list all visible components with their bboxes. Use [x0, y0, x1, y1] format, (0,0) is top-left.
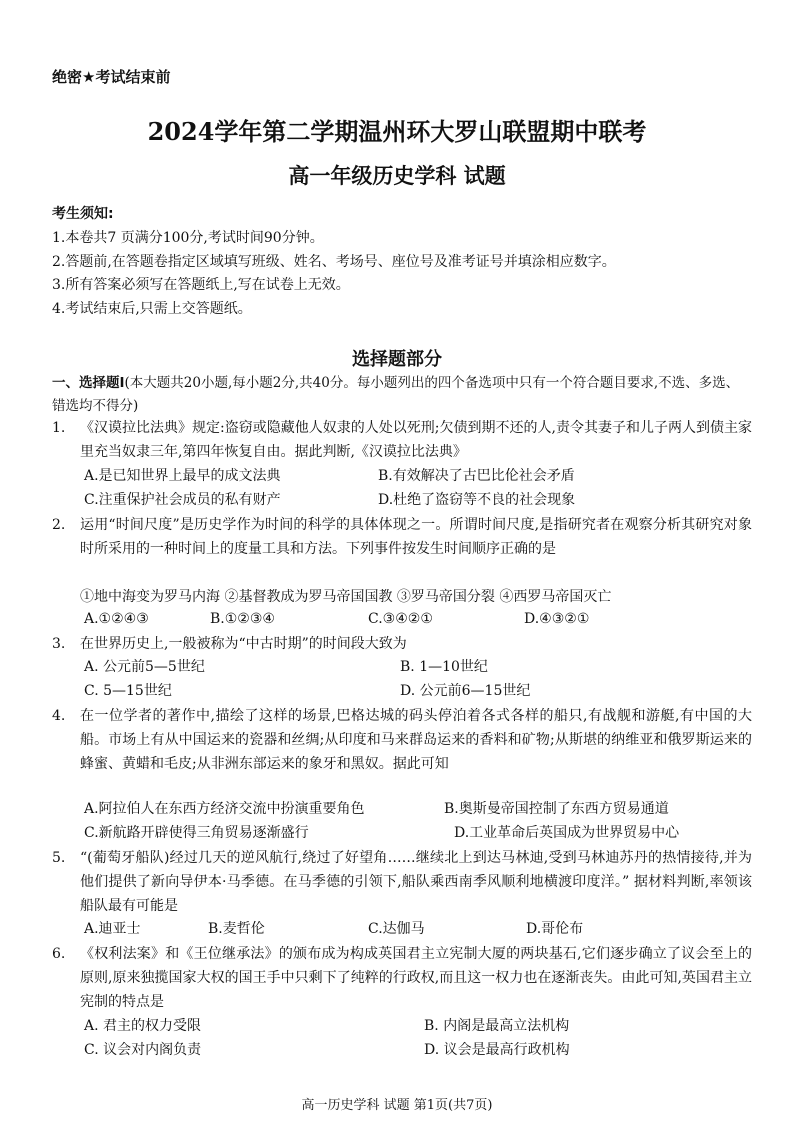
- secret-label: 绝密★考试结束前: [52, 68, 171, 86]
- question-stem: “(葡萄牙船队)经过几天的逆风航行,绕过了好望角……继续北上到达马林迪,受到马林迪苏丹的热情接待,并为他们提供了新向导伊本·马季德。在马季德的引领下,船队乘西南季风顺利地横渡印度洋。” 据材料判断,率领该船队最有可能是: [80, 850, 752, 914]
- option-d: D. 公元前6—15世纪: [400, 683, 531, 699]
- option-d: D.④③②①: [524, 611, 590, 627]
- notice-item-1: 1.本卷共7 页满分100分,考试时间90分钟。: [52, 230, 324, 246]
- option-b: B.有效解决了古巴比伦社会矛盾: [378, 468, 575, 484]
- notice-item-3: 3.所有答案必须写在答题纸上,写在试卷上无效。: [52, 277, 350, 293]
- question-number: 3.: [52, 636, 66, 652]
- notice-item-2: 2.答题前,在答题卷指定区域填写班级、姓名、考场号、座位号及准考证号并填涂相应数字。: [52, 254, 616, 270]
- question-stem: 在世界历史上,一般被称为“中古时期”的时间段大致为: [80, 636, 407, 652]
- question-3: [52, 632, 752, 656]
- option-c: C.新航路开辟使得三角贸易逐渐盛行: [84, 825, 309, 841]
- option-b: B.麦哲伦: [208, 921, 265, 937]
- option-a: A.迪亚士: [84, 921, 141, 937]
- question-number: 5.: [52, 850, 66, 866]
- question-4: [52, 704, 752, 776]
- option-c: C. 议会对内阁负责: [84, 1042, 202, 1058]
- option-d: D.杜绝了盗窃等不良的社会现象: [378, 492, 576, 508]
- question-2: [52, 513, 752, 561]
- page-footer: 高一历史学科 试题 第1页(共7页): [301, 1098, 493, 1113]
- exam-title: 2024学年第二学期温州环大罗山联盟期中联考: [147, 117, 647, 146]
- option-a: A.①②④③: [84, 611, 149, 627]
- question-number: 1.: [52, 420, 66, 436]
- option-b: B.奥斯曼帝国控制了东西方贸易通道: [444, 801, 669, 817]
- option-b: B. 内阁是最高立法机构: [424, 1018, 570, 1034]
- question-stem: 在一位学者的著作中,描绘了这样的场景,巴格达城的码头停泊着各式各样的船只,有战舰和游艇,有中国的大船。市场上有从中国运来的瓷器和丝绸;从印度和马来群岛运来的香料和矿物;从斯堪的纳维亚和俄罗斯运来的蜂蜜、黄蜡和毛皮;从非洲东部运来的象牙和黑奴。据此可知: [80, 708, 752, 772]
- option-c: C.③④②①: [368, 611, 433, 627]
- option-c: C.达伽马: [368, 921, 425, 937]
- option-a: A. 君主的权力受限: [84, 1018, 202, 1034]
- part-description: (本大题共20小题,每小题2分,共40分。每小题列出的四个备选项中只有一个符合题目要求,不选、多选、错选均不得分): [52, 375, 740, 414]
- option-b: B. 1—10世纪: [400, 659, 488, 675]
- option-a: A.阿拉伯人在东西方经济交流中扮演重要角色: [84, 801, 365, 817]
- question-number: 4.: [52, 708, 66, 724]
- option-c: C. 5—15世纪: [84, 683, 172, 699]
- question-number: 2.: [52, 517, 66, 533]
- question-number: 6.: [52, 946, 66, 962]
- question-1: [52, 416, 752, 464]
- part-label: 一、选择题Ⅰ: [52, 375, 125, 391]
- option-d: D.哥伦布: [526, 921, 584, 937]
- option-c: C.注重保护社会成员的私有财产: [84, 492, 281, 508]
- question-stem: 《权利法案》和《王位继承法》的颁布成为构成英国君主立宪制大厦的两块基石,它们逐步确立了议会至上的原则,原来独揽国家大权的国王手中只剩下了纯粹的行政权,而且这一权力也在逐渐丧失。由此可知,英国君主立宪制的特点是: [80, 946, 752, 1010]
- event-list: ①地中海变为罗马内海 ②基督教成为罗马帝国国教 ③罗马帝国分裂 ④西罗马帝国灭亡: [80, 589, 612, 605]
- notice-item-4: 4.考试结束后,只需上交答题纸。: [52, 301, 252, 317]
- option-a: A. 公元前5—5世纪: [84, 659, 205, 675]
- part-heading: [52, 372, 752, 418]
- question-stem: 《汉谟拉比法典》规定:盗窃或隐藏他人奴隶的人处以死刑;欠债到期不还的人,责令其妻子和儿子两人到债主家里充当奴隶三年,第四年恢复自由。据此判断,《汉谟拉比法典》: [80, 420, 752, 460]
- option-b: B.①②③④: [210, 611, 275, 627]
- question-5: [52, 846, 752, 918]
- option-a: A.是已知世界上最早的成文法典: [84, 468, 281, 484]
- section-title: 选择题部分: [352, 349, 442, 370]
- exam-subtitle: 高一年级历史学科 试题: [288, 163, 506, 188]
- option-d: D. 议会是最高行政机构: [424, 1042, 570, 1058]
- option-d: D.工业革命后英国成为世界贸易中心: [454, 825, 680, 841]
- question-stem: 运用“时间尺度”是历史学作为时间的科学的具体体现之一。所谓时间尺度,是指研究者在观察分析其研究对象时所采用的一种时间上的度量工具和方法。下列事件按发生时间顺序正确的是: [80, 517, 752, 557]
- question-6: [52, 942, 752, 1014]
- notice-heading: 考生须知:: [52, 206, 114, 222]
